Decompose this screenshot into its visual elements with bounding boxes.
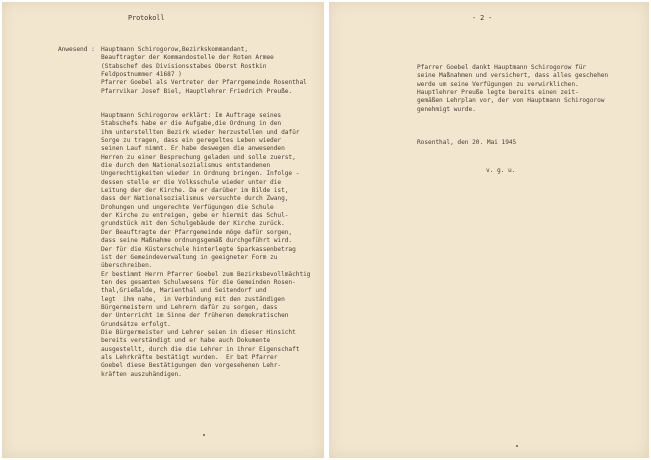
document-title: Protokoll: [128, 14, 165, 22]
document-page-2: [329, 2, 649, 458]
text-line: Der Beauftragte der Pfarrgemeinde möge dafür sorgen,: [101, 228, 293, 236]
text-line: dass seine Maßnahme ordnungsgemäß durchgeführt wird.: [101, 237, 293, 245]
text-line: legt ihm nahe, in Verbindung mit den zuständigen: [101, 295, 285, 303]
text-line: der Unterricht im Sinne der früheren demokratischen: [101, 312, 289, 320]
text-line: der Kirche zu entreigen, gebe er hiermit das Schul-: [101, 212, 289, 220]
text-line: Sorge zu tragen, dass ein geregeltes Leben wieder: [101, 137, 282, 145]
text-line: Hauptlehrer Preuße legte bereits einen zeit-: [417, 89, 579, 97]
text-line: Hauptmann Schirogorow,Bezirkskommandant,: [101, 46, 249, 53]
text-line: dessen stelle er die Volksschule wieder unter die: [101, 178, 282, 186]
text-line: Goebel diese Bestätigungen den vorgesehenen Lehr-: [101, 362, 282, 370]
text-line: (Stabschef des Divisionsstabes Oberst Rostkin: [101, 62, 267, 70]
text-line: genehmigt wurde.: [417, 105, 476, 113]
text-line: Hauptmann Schirogorow erklärt: Im Auftrage seines: [101, 112, 282, 119]
text-line: ist der Gemeindeverwaltung in geeigneter Form zu: [101, 253, 278, 261]
text-line: Er bestimmt Herrn Pfarrer Goebel zum Bezirksbevollmächtig: [101, 270, 311, 278]
text-line: Stabschefs habe er die Aufgabe,die Ordnung in den: [101, 120, 282, 128]
text-line: bereits verständigt und er habe auch Dokumente: [101, 337, 271, 345]
text-line: Bürgermeistern und Lehrern dafür zu sorgen, dass: [101, 303, 278, 311]
page-mark: [516, 445, 518, 447]
text-line: überschreiben.: [101, 262, 153, 270]
text-line: Der für die Küsterschule hinterlegte Sparkassenbetrag: [101, 245, 296, 253]
text-line: Ungerechtigkeiten wieder in Ordnung bringen. Infolge -: [101, 170, 300, 178]
text-line: seine Maßnahmen und versichert, dass alles geschehen: [417, 72, 609, 80]
text-line: kräften auszuhändigen.: [101, 370, 182, 378]
place-date: Rosenthal, den 20. Mai 1945: [417, 139, 517, 146]
page-mark: [203, 434, 205, 436]
text-line: ten des gesamten Schulwesens für die Gemeinden Rosen-: [101, 278, 296, 286]
text-line: werde um seine Verfügungen zu verwirklichen.: [417, 80, 579, 88]
text-line: ihm unterstellten Bezirk wieder herzustellen und dafür: [101, 128, 300, 136]
attendee-list: [101, 46, 307, 96]
text-line: grundstück mit den Schulgebäude der Kirche zurück.: [101, 220, 285, 228]
text-line: seinen Lauf nimmt. Er habe deswegen die anwesenden: [101, 145, 285, 153]
text-line: Beauftragter der Kommandostelle der Roten Armee: [101, 54, 274, 62]
text-line: Leitung der der Kirche. Da er darüber im Bilde ist,: [101, 187, 289, 195]
text-line: als Lehrkräfte bestätigt wurden. Er bat Pfarrer: [101, 353, 278, 361]
present-label: Anwesend :: [58, 46, 95, 53]
text-line: Pfarrvikar Josef Biel, Hauptlehrer Friedrich Preuße.: [101, 87, 293, 95]
text-line: Herren zu einer Besprechung geladen und solle zuerst,: [101, 153, 296, 161]
text-line: die durch den Nationalsozialismus entstandenen: [101, 162, 271, 170]
text-line: dass der Nationalsozialismus versuchte durch Zwang,: [101, 195, 289, 203]
text-line: thal,Grießalde, Marienthal und Seitendorf und: [101, 287, 267, 295]
text-line: Grundsätze erfolgt.: [101, 320, 171, 328]
text-line: Die Bürgermeister und Lehrer seien in dieser Hinsicht: [101, 328, 296, 336]
text-line: ausgestellt, durch die die Lehrer in ihrer Eigenschaft: [101, 345, 300, 353]
text-line: Pfarrer Goebel dankt Hauptmann Schirogorow für: [417, 64, 587, 71]
page-number: - 2 -: [472, 14, 493, 22]
text-line: Drohungen und ungerechte Verfügungen die Schule: [101, 203, 274, 211]
document-page-1: [2, 2, 324, 458]
text-line: Feldpostnummer 41687 ): [101, 71, 182, 79]
text-line: Pfarrer Goebel als Vertreter der Pfarrgemeinde Rosenthal: [101, 79, 307, 87]
text-line: gemäßen Lehrplan vor, der von Hauptmann Schirogorow: [417, 97, 605, 105]
protocol-continuation: [417, 64, 608, 114]
protocol-body: [101, 112, 311, 379]
closing-abbreviation: v. g. u.: [486, 167, 516, 174]
